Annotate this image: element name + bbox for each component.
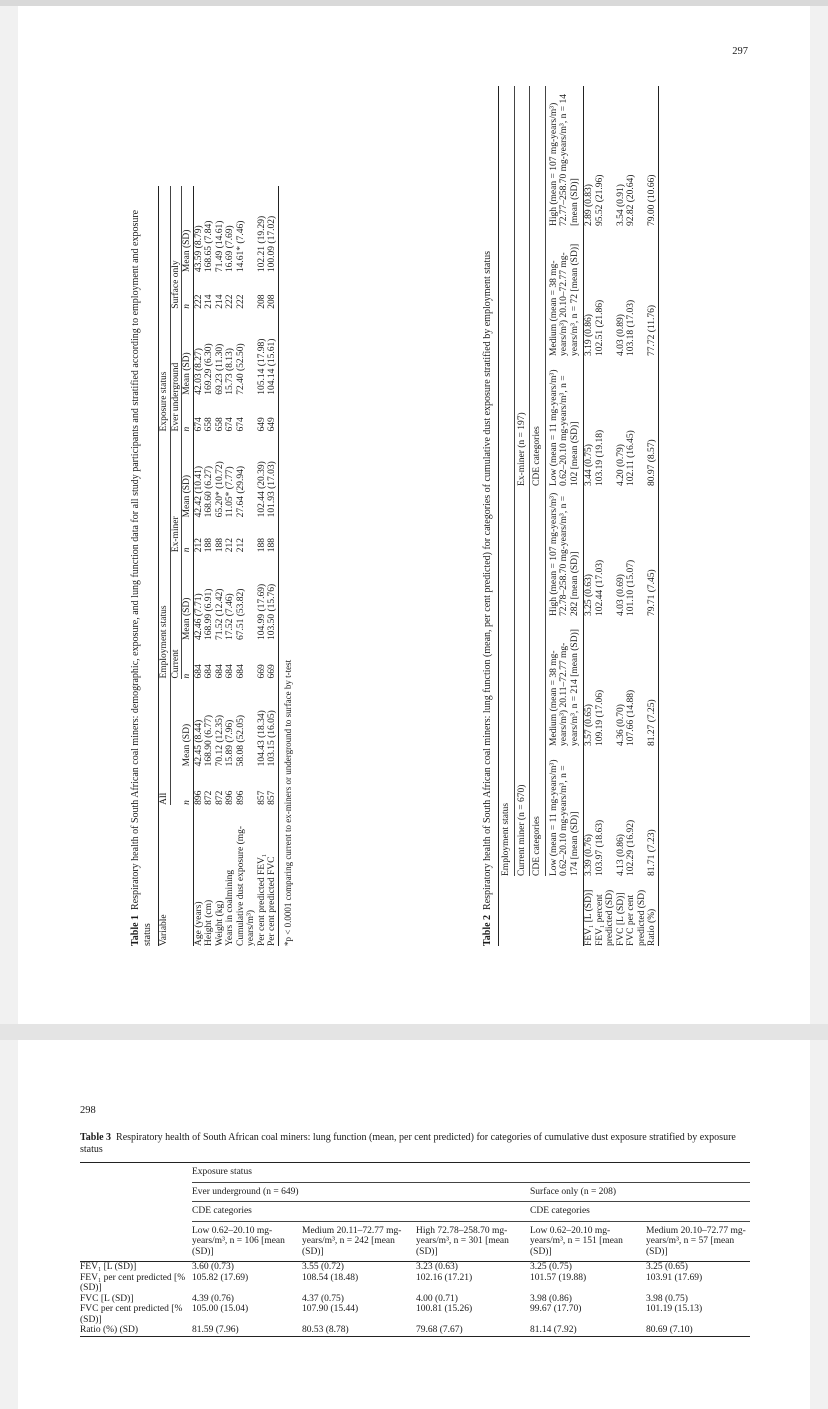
table-cell: 70.12 (12.35) [214, 714, 225, 767]
table-cell: 15.73 (8.13) [225, 348, 235, 395]
table-cell: 222 [193, 294, 204, 309]
table-3 [80, 1132, 750, 1337]
col-header-mean-sd: Mean (SD) [182, 229, 192, 273]
table-cell: 168.60 (6.27) [204, 465, 214, 518]
table-cell: 674 [225, 417, 235, 432]
table-cell: 81.71 (7.23) [647, 829, 657, 876]
row-label: Ratio (%) [647, 908, 657, 946]
table-cell: 101.10 (15.07) [626, 559, 636, 616]
table-cell: 4.36 (0.70) [615, 704, 626, 746]
table-cell: 896 [193, 790, 204, 805]
page-297 [18, 6, 810, 1024]
table-cell: 107.66 (14.88) [626, 689, 636, 746]
table-cell: 102.11 (16.45) [626, 430, 636, 486]
col-header-n: n [182, 303, 192, 309]
table-cell: 80.69 (7.10) [646, 1325, 693, 1335]
table-cell: 3.98 (0.86) [530, 1293, 572, 1304]
col-header-cde-category: Medium 20.11–72.77 mg-years/m³, n = 242 [mean (SD)] [302, 1225, 402, 1257]
table-cell: 80.53 (8.78) [302, 1325, 349, 1335]
col-header-cde-current: CDE categories [530, 486, 546, 876]
table-cell: 102.44 (17.03) [594, 559, 605, 616]
table-cell: 3.23 (0.63) [416, 1262, 458, 1272]
table-row [204, 186, 215, 946]
table-cell: 3.25 (0.65) [646, 1262, 688, 1272]
table-cell: 42.46 (7.71) [193, 593, 204, 641]
table-cell: 71.49 (14.61) [214, 220, 225, 273]
col-header-cde-category: Medium 20.10–72.77 mg-years/m³, n = 57 [mean (SD)] [646, 1225, 746, 1257]
col-header-exminer: Ex-miner [170, 431, 182, 552]
table-cell: 81.14 (7.92) [530, 1325, 577, 1335]
table-cell: 42.45 (8.44) [193, 719, 204, 767]
table-cell: 896 [235, 790, 246, 805]
table-3-caption: Table 3 Respiratory health of South African coal miners: lung function (mean, per cent predicted) for categories of cumulative dust exposure stratified by exposure status [80, 1132, 736, 1155]
table-cell: 4.03 (0.69) [615, 574, 626, 616]
rotated-content [130, 86, 790, 946]
table-cell: 92.82 (20.64) [626, 174, 636, 226]
row-label: Cumulative dust exposure (mg-years/m³) [235, 825, 256, 946]
table-cell: 16.69 (7.69) [225, 225, 235, 273]
col-header-n: n [182, 673, 192, 679]
table-cell: 212 [225, 537, 235, 553]
row-label: FVC per cent predicted (SD) [626, 889, 647, 946]
col-header-cde-category: Low (mean = 11 mg-years/m³) 0.62–20.10 mg-years/m³, n = 174 [mean (SD)] [548, 759, 580, 876]
col-header-ex-miner: Ex-miner (n = 197) [514, 86, 530, 486]
table-cell: 80.97 (8.57) [647, 439, 657, 486]
table-cell: 102.21 (19.29) [256, 215, 267, 273]
table-cell: 669 [267, 664, 277, 679]
page-number: 297 [732, 46, 748, 57]
table-row [584, 86, 595, 946]
col-header-n: n [182, 426, 192, 432]
table-cell: 42.03 (8.27) [193, 348, 204, 395]
col-header-n: n [181, 800, 192, 805]
row-label: Ratio (%) (SD) [80, 1325, 139, 1335]
table-cell: 168.90 (6.77) [204, 714, 214, 767]
col-header-blank [545, 876, 584, 946]
row-label: FEV₁ per cent predicted [% (SD)] [80, 1272, 186, 1293]
table-cell: 3.60 (0.73) [192, 1262, 234, 1272]
col-header-cde-surface: CDE categories [530, 1202, 750, 1222]
table-1-caption: Table 1 Respiratory health of South African coal miners: demographic, exposure, and lung function data for all study participants and stratified according to employment and exposure status [130, 209, 153, 946]
col-header-cde-category: High (mean = 107 mg-years/m³) 72.77–258.70 mg-years/m³, n = 14 [mean (SD)] [548, 94, 580, 226]
table-cell: 14.61* (7.46) [235, 220, 246, 273]
table-row [267, 186, 278, 946]
col-header-cde-category: Low 0.62–20.10 mg-years/m³, n = 106 [mean (SD)] [192, 1225, 285, 1257]
table-cell: 17.52 (7.46) [225, 593, 235, 641]
table-cell: 857 [267, 790, 277, 805]
table-cell: 69.23 (11.30) [214, 343, 225, 395]
table-cell: 4.20 (0.79) [615, 444, 626, 486]
table-cell: 102.51 (21.86) [594, 299, 605, 356]
table-row [225, 186, 236, 946]
table-cell: 72.40 (52.50) [235, 343, 246, 395]
table-cell: 674 [193, 417, 204, 432]
table-cell: 169.29 (6.30) [204, 343, 214, 395]
table-cell: 669 [256, 664, 267, 679]
table-cell: 208 [256, 294, 267, 309]
table-cell: 105.00 (15.04) [192, 1304, 249, 1314]
col-header-blank [182, 805, 194, 946]
table-cell: 872 [204, 790, 214, 805]
col-header-ever-underground: Ever underground [170, 309, 182, 432]
table-cell: 4.00 (0.71) [416, 1293, 458, 1304]
table-cell: 102.44 (20.39) [256, 461, 267, 518]
table-cell: 684 [193, 664, 204, 679]
table-cell: 4.39 (0.76) [192, 1293, 234, 1304]
table-cell: 99.67 (17.70) [530, 1304, 582, 1314]
table-cell: 27.64 (29.94) [235, 465, 246, 518]
table-cell: 102.29 (16.92) [626, 819, 636, 876]
table-row [80, 1273, 750, 1294]
row-label: Weight (kg) [214, 900, 225, 946]
table-2-caption: Table 2 Respiratory health of South African coal miners: lung function (mean, per cent predicted) for categories of cumulative dust exposure stratified by employment status [482, 250, 493, 946]
table-cell: 208 [267, 294, 277, 309]
table-row [257, 186, 268, 946]
row-label: FVC per cent predicted [% (SD)] [80, 1304, 183, 1325]
table-row [616, 86, 627, 946]
col-header-cde-category: Medium (mean = 38 mg-years/m³) 20.10–72.77 mg-years/m³, n = 72 [mean (SD)] [548, 243, 580, 356]
row-label: FEV₁ [L (SD)] [80, 1262, 137, 1272]
table-cell: 3.54 (0.91) [615, 184, 626, 226]
table-cell: 3.44 (0.75) [584, 444, 594, 486]
table-cell: 79.68 (7.67) [416, 1325, 463, 1335]
table-cell: 872 [214, 790, 225, 805]
table-cell: 15.89 (7.96) [225, 719, 235, 767]
table-1-grid [158, 186, 279, 946]
table-row [193, 186, 204, 946]
table-cell: 71.52 (12.42) [214, 588, 225, 641]
col-header-exposure: Exposure status [192, 1163, 750, 1183]
table-cell: 168.99 (6.91) [204, 588, 214, 641]
table-cell: 212 [235, 537, 246, 553]
table-cell: 649 [267, 417, 277, 432]
col-header-current-miner: Current miner (n = 670) [514, 486, 530, 876]
col-header-mean-sd: Mean (SD) [182, 597, 192, 641]
table-cell: 684 [214, 664, 225, 679]
table-row [80, 1262, 750, 1273]
col-header-cde-category: Low (mean = 11 mg-years/m³) 0.62–20.10 mg-years/m³, n = 102 [mean (SD)] [548, 369, 580, 486]
table-cell: 101.57 (19.88) [530, 1272, 587, 1283]
col-header-surface-only: Surface only [170, 186, 182, 309]
table-cell: 107.90 (15.44) [302, 1304, 359, 1314]
table-cell: 2.89 (0.83) [584, 184, 594, 226]
table-cell: 105.14 (17.98) [256, 338, 267, 395]
row-label: Per cent predicted FVC [267, 856, 277, 946]
row-label: FVC [L (SD)] [80, 1293, 134, 1304]
table-cell: 658 [214, 417, 225, 432]
table-cell: 103.19 (19.18) [594, 429, 605, 486]
table-cell: 896 [225, 790, 235, 805]
table-cell: 214 [204, 294, 214, 309]
table-cell: 4.03 (0.89) [615, 314, 626, 356]
table-cell: 3.25 (0.75) [530, 1262, 572, 1272]
table-cell: 77.72 (11.76) [647, 304, 657, 356]
col-header-mean-sd: Mean (SD) [182, 352, 192, 395]
table-cell: 684 [235, 664, 246, 679]
table-cell: 168.65 (7.84) [204, 220, 214, 273]
col-header-cde-category: High 72.78–258.70 mg-years/m³, n = 301 [mean (SD)] [416, 1225, 509, 1257]
table-cell: 43.59 (8.79) [193, 225, 204, 273]
table-cell: 102.16 (17.21) [416, 1272, 473, 1283]
col-header-exposure: Exposure status [159, 186, 171, 431]
table-row [236, 186, 257, 946]
col-header-cde-ever: CDE categories [192, 1202, 530, 1222]
table-3-grid [80, 1162, 750, 1337]
page-number: 298 [80, 1105, 96, 1116]
table-cell: 79.71 (7.45) [647, 569, 657, 616]
table-cell: 58.08 (52.05) [235, 714, 246, 767]
table-cell: 103.91 (17.69) [646, 1272, 703, 1283]
col-header-cde-category: Medium (mean = 38 mg-years/m³) 20.11–72.77 mg-years/m³, n = 214 [mean (SD)] [548, 629, 580, 746]
row-label: Per cent predicted FEV₁ [256, 853, 267, 946]
table-cell: 105.82 (17.69) [192, 1272, 249, 1283]
table-cell: 188 [214, 537, 225, 553]
row-label: Height (cm) [204, 899, 214, 946]
table-cell: 100.09 (17.02) [267, 215, 277, 273]
table-1-footnote: *p < 0.0001 comparing current to ex-miners or underground to surface by t-test [282, 659, 293, 946]
row-label: FEV₁ percent predicted (SD) [594, 889, 615, 946]
table-cell: 3.55 (0.72) [302, 1262, 344, 1272]
col-header-mean-sd: Mean (SD) [182, 474, 192, 518]
table-row [80, 1304, 750, 1325]
table-cell: 81.59 (7.96) [192, 1325, 239, 1335]
col-header-cde-ex: CDE categories [530, 86, 546, 486]
table-cell: 222 [225, 294, 235, 309]
table-cell: 95.52 (21.96) [594, 174, 605, 226]
table-cell: 108.54 (18.48) [302, 1272, 359, 1283]
table-cell: 100.81 (15.26) [416, 1304, 473, 1314]
table-cell: 857 [256, 790, 267, 805]
col-header-employment: Employment status [159, 431, 171, 678]
col-header-ever-underground: Ever underground (n = 649) [192, 1182, 530, 1202]
table-cell: 67.51 (53.82) [235, 588, 246, 641]
table-cell: 3.39 (0.76) [584, 834, 594, 876]
table-cell: 3.98 (0.75) [646, 1293, 688, 1304]
table-cell: 103.15 (16.05) [267, 710, 277, 767]
page-298 [18, 1040, 810, 1409]
table-cell: 4.37 (0.75) [302, 1293, 344, 1304]
table-cell: 212 [193, 537, 204, 553]
table-cell: 101.19 (15.13) [646, 1304, 703, 1314]
page-gap [0, 1024, 828, 1040]
col-header-surface-only: Surface only (n = 208) [530, 1182, 750, 1202]
col-header-employment: Employment status [499, 86, 515, 876]
table-row [215, 186, 226, 946]
table-cell: 3.19 (0.86) [584, 314, 594, 356]
table-cell: 188 [204, 537, 214, 553]
table-cell: 214 [214, 294, 225, 309]
col-header-cde-category: Low 0.62–20.10 mg-years/m³, n = 151 [mean (SD)] [530, 1225, 623, 1257]
table-cell: 4.13 (0.86) [615, 834, 626, 876]
table-cell: 104.99 (17.69) [256, 583, 267, 641]
table-cell: 109.19 (17.06) [594, 689, 605, 746]
table-2 [482, 86, 659, 946]
row-label: Years in coalmining [225, 869, 235, 946]
table-cell: 649 [256, 417, 267, 432]
table-cell: 65.20* (10.72) [214, 461, 225, 518]
table-row [626, 86, 647, 946]
row-label: Age (years) [193, 901, 204, 946]
row-label: FVC [L (SD)] [615, 892, 626, 946]
table-cell: 103.50 (15.76) [267, 583, 277, 641]
table-row [595, 86, 616, 946]
table-1 [130, 186, 293, 946]
table-cell: 684 [225, 664, 235, 679]
row-label: FEV₁ [L (SD)] [584, 889, 594, 946]
table-cell: 674 [235, 417, 246, 432]
col-header-variable: Variable [159, 914, 169, 946]
col-header-current: Current [170, 552, 182, 678]
table-cell: 103.18 (17.03) [626, 299, 636, 356]
table-cell: 79.00 (10.66) [647, 174, 657, 226]
table-2-grid [498, 86, 659, 946]
table-row [80, 1294, 750, 1305]
col-header-cde-category: High (mean = 107 mg-years/m³) 72.78–258.70 mg-years/m³, n = 282 [mean (SD)] [548, 492, 580, 616]
table-cell: 3.57 (0.65) [584, 704, 594, 746]
col-header-mean-sd: Mean (SD) [181, 723, 192, 767]
table-cell: 188 [256, 537, 267, 553]
table-cell: 11.05* (7.77) [225, 466, 235, 518]
table-cell: 104.14 (15.61) [267, 338, 277, 395]
table-cell: 3.25 (0.63) [584, 574, 594, 616]
table-cell: 104.43 (18.34) [256, 710, 267, 767]
table-cell: 684 [204, 664, 214, 679]
col-header-n: n [182, 547, 192, 553]
table-cell: 81.27 (7.25) [647, 699, 657, 746]
table-row [80, 1325, 750, 1336]
table-cell: 42.42 (10.41) [193, 465, 204, 518]
col-header-all: All [159, 679, 171, 805]
table-cell: 188 [267, 537, 277, 553]
table-cell: 222 [235, 294, 246, 309]
table-cell: 101.93 (17.03) [267, 461, 277, 518]
table-cell: 658 [204, 417, 214, 432]
table-row [647, 86, 658, 946]
table-cell: 103.97 (18.63) [594, 819, 605, 876]
